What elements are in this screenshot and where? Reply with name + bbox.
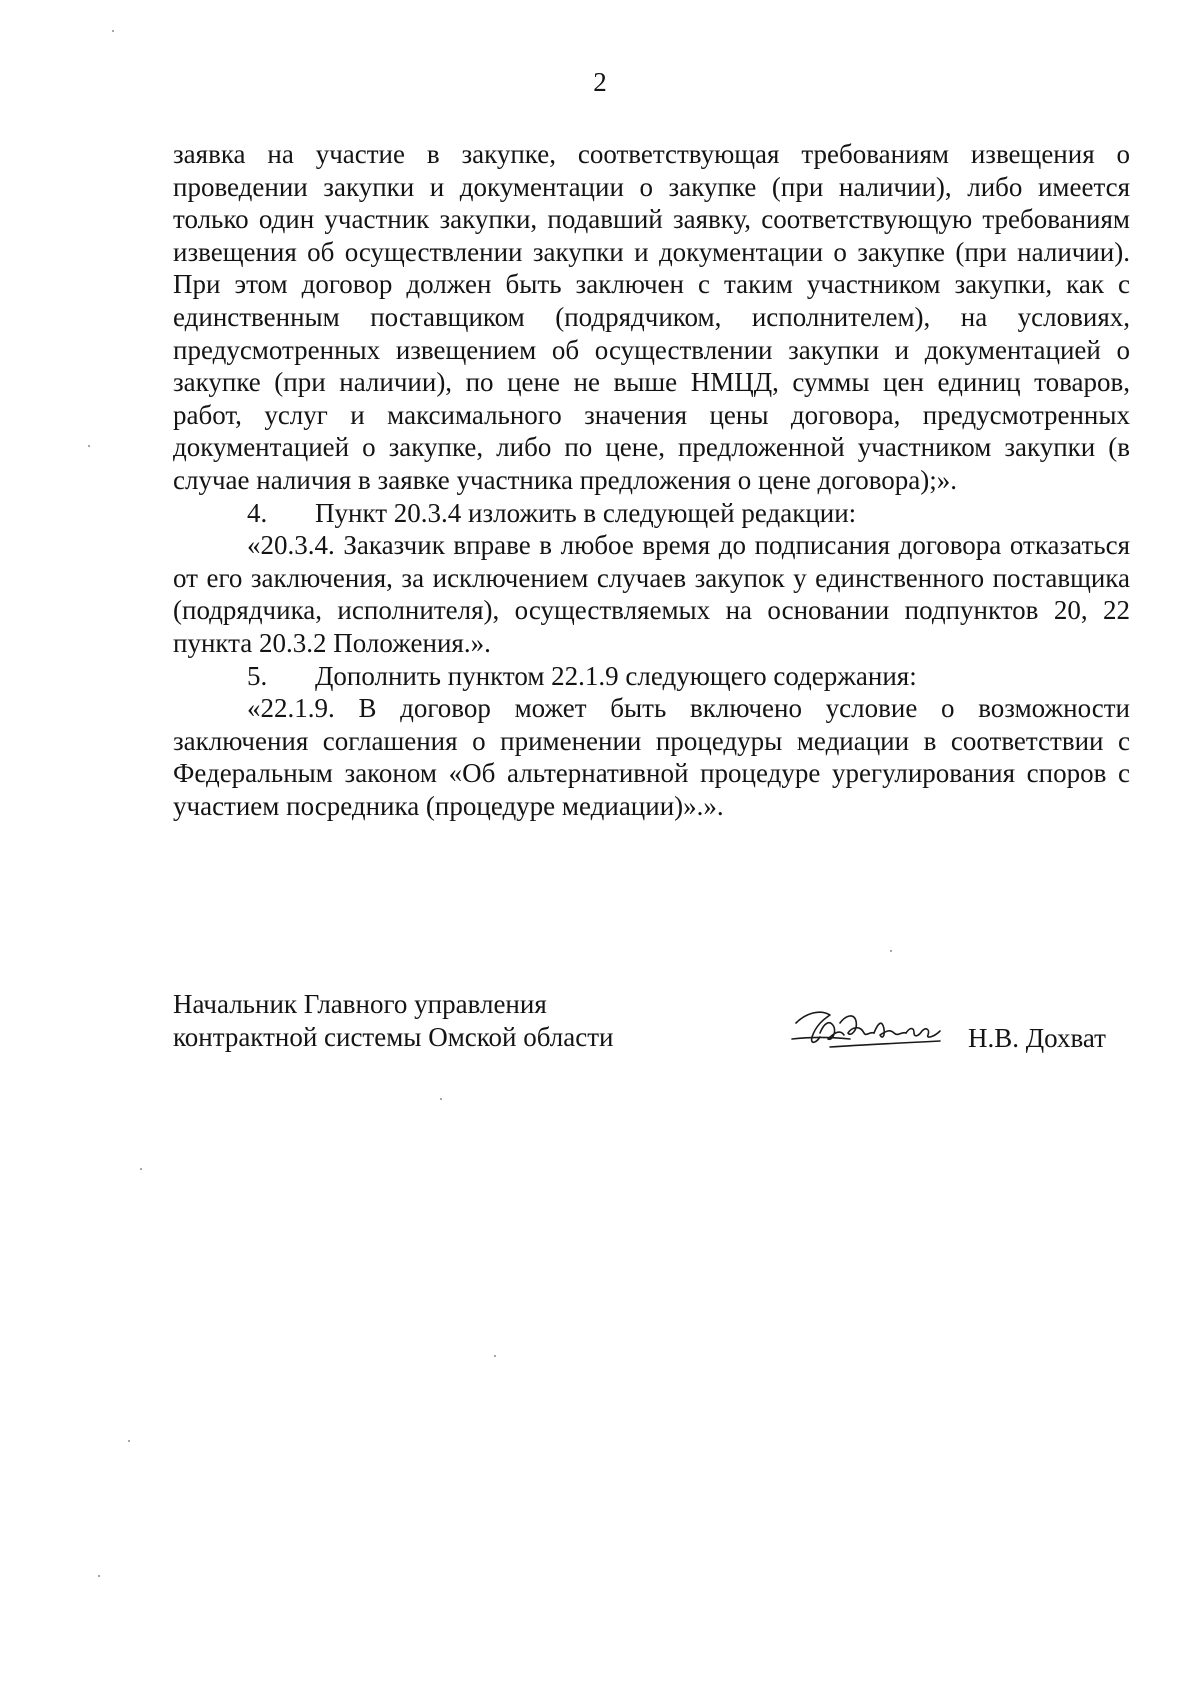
scan-speck bbox=[88, 445, 90, 447]
position-line-2: контрактной системы Омской области bbox=[173, 1022, 614, 1052]
item-4 bbox=[173, 497, 1130, 530]
item-5-number: 5. bbox=[247, 660, 268, 691]
scan-speck bbox=[112, 30, 114, 32]
item-4-number: 4. bbox=[247, 497, 268, 528]
signatory-position bbox=[173, 988, 613, 1054]
handwritten-signature bbox=[790, 1003, 950, 1063]
document-body bbox=[173, 138, 1130, 822]
quote-22-1-9: «22.1.9. В договор может быть включено условие о возможности заключения соглашения о применении процедуры медиации в соответствии с Федеральным законом «Об альтернативной процедуре урегулирования споров с участием посредника (процедуре медиации)».». bbox=[173, 693, 1130, 821]
page-number: 2 bbox=[593, 67, 607, 97]
item-4-text: Пункт 20.3.4 изложить в следующей редакции: bbox=[315, 497, 857, 528]
scan-speck bbox=[440, 1098, 442, 1100]
scan-speck bbox=[494, 1355, 496, 1357]
paragraph-continuation: заявка на участие в закупке, соответствующая требованиям извещения о проведении закупки и документации о закупке (при наличии), либо имеется только один участник закупки, подавший заявку, соответствующую требованиям извещения об осуществлении закупки и документации о закупке (при наличии). При этом договор должен быть заключен с таким участником закупки, как с единственным поставщиком (подрядчиком, исполнителем), на условиях, предусмотренных извещением об осуществлении закупки и документацией о закупке (при наличии), по цене не выше НМЦД, суммы цен единиц товаров, работ, услуг и максимального значения цены договора, предусмотренных документацией о закупке, либо по цене, предложенной участником закупки (в случае наличия в заявке участника предложения о цене договора);». bbox=[173, 139, 1130, 495]
position-line-1: Начальник Главного управления bbox=[173, 989, 547, 1019]
scan-speck bbox=[98, 1575, 100, 1577]
scan-speck bbox=[140, 1168, 142, 1170]
scan-speck bbox=[890, 950, 892, 952]
signer-name: Н.В. Дохват bbox=[968, 1023, 1106, 1053]
scan-speck bbox=[128, 1440, 130, 1442]
item-5 bbox=[173, 660, 1130, 693]
quote-20-3-4: «20.3.4. Заказчик вправе в любое время до подписания договора отказаться от его заключения, за исключением случаев закупок у единственного поставщика (подрядчика, исполнителя), осуществляемых на основании подпунктов 20, 22 пункта 20.3.2 Положения.». bbox=[173, 530, 1130, 658]
item-5-text: Дополнить пунктом 22.1.9 следующего содержания: bbox=[315, 660, 917, 691]
